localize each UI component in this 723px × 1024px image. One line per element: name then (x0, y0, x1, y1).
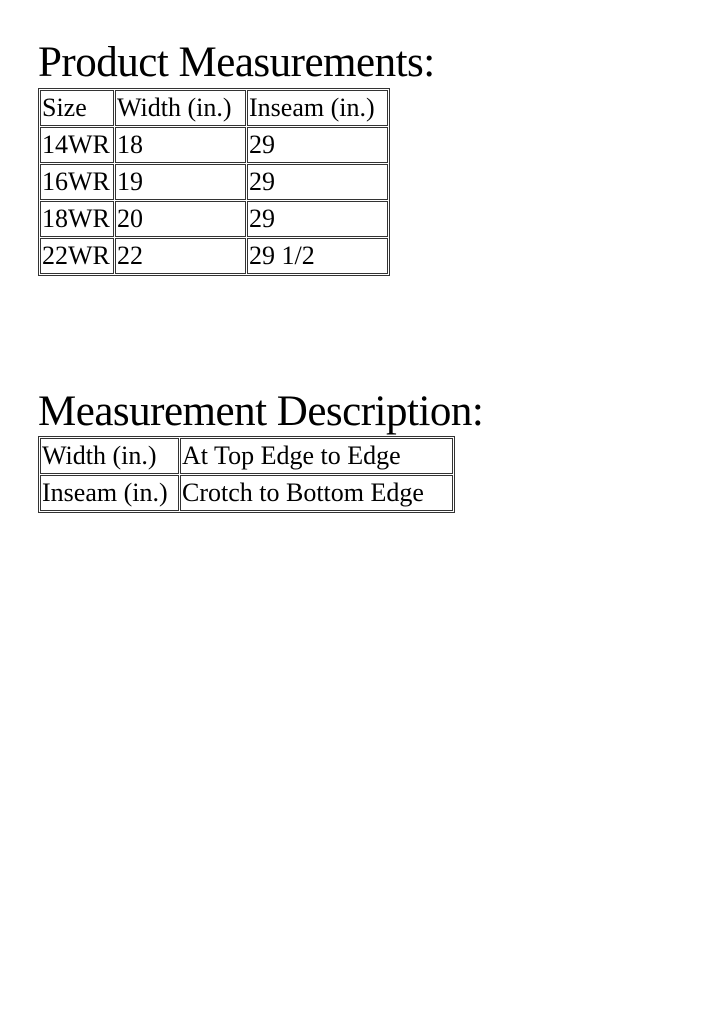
measurement-description-table (38, 436, 455, 513)
size-cell: 18WR (40, 201, 114, 237)
width-cell: 19 (115, 164, 246, 200)
header-width: Width (in.) (115, 90, 246, 126)
width-cell: 18 (115, 127, 246, 163)
measurement-name-cell: Inseam (in.) (40, 475, 179, 511)
measurement-name-cell: Width (in.) (40, 438, 179, 474)
measurement-method-cell: At Top Edge to Edge (180, 438, 453, 474)
inseam-cell: 29 (247, 164, 388, 200)
table-header-row (40, 90, 388, 126)
inseam-cell: 29 (247, 127, 388, 163)
table-row (40, 164, 388, 200)
width-cell: 20 (115, 201, 246, 237)
table-row (40, 238, 388, 274)
product-measurements-title: Product Measurements: (38, 39, 435, 86)
size-cell: 14WR (40, 127, 114, 163)
width-cell: 22 (115, 238, 246, 274)
measurement-method-cell: Crotch to Bottom Edge (180, 475, 453, 511)
size-cell: 16WR (40, 164, 114, 200)
inseam-cell: 29 (247, 201, 388, 237)
table-row (40, 475, 453, 511)
product-measurements-table (38, 88, 390, 276)
header-size: Size (40, 90, 114, 126)
measurement-description-title: Measurement Description: (38, 388, 484, 435)
table-row (40, 201, 388, 237)
header-inseam: Inseam (in.) (247, 90, 388, 126)
table-row (40, 438, 453, 474)
inseam-cell: 29 1/2 (247, 238, 388, 274)
table-row (40, 127, 388, 163)
size-cell: 22WR (40, 238, 114, 274)
